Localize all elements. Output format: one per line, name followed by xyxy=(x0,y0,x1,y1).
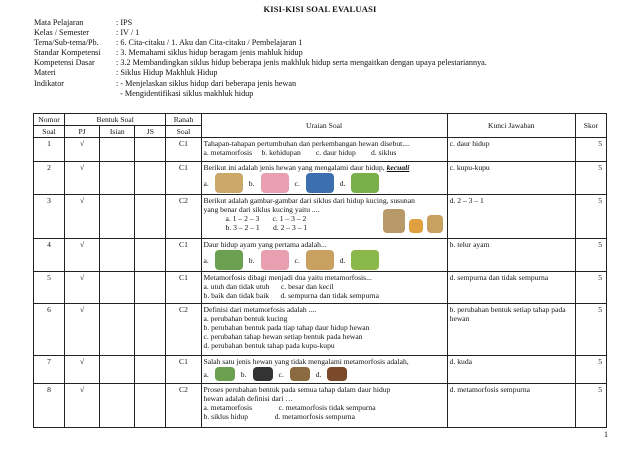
picture-options: a. b. c. d. xyxy=(204,173,445,193)
question-text: Definisi dari metamorfosis adalah .... a. perubahan bentuk kucing b. perubahan bentuk pada tiap tahap daur hidup hewan c. perubahan tahap hewan setiap bentuk pada hewan d. perubahan bentuk tahap pada kupu-kupu xyxy=(201,304,447,356)
table-row: 7 √ C1 Salah satu jenis hewan yang tidak mengalami metamorfosis adalah, a. b. c. d. d. kuda 5 xyxy=(34,356,607,384)
header-kunci: Kunci Jawaban xyxy=(447,114,575,138)
question-text: Daur hidup ayam yang pertama adalah... a. b. c. d. xyxy=(201,239,447,272)
header-ranah: Ranah xyxy=(166,114,201,126)
meta-row: Materi : Siklus Hidup Makhluk Hidup xyxy=(34,68,218,78)
frogs-icon xyxy=(351,250,379,270)
cat-icon xyxy=(383,209,405,233)
meta-row: Mata Pelajaran : IPS xyxy=(34,18,133,27)
meta-row: - Mengidentifikasi siklus makhluk hidup xyxy=(116,88,254,98)
header-skor: Skor xyxy=(575,114,606,138)
grasshopper-icon xyxy=(351,173,379,193)
question-text: Salah satu jenis hewan yang tidak mengalami metamorfosis adalah, a. b. c. d. xyxy=(201,356,447,384)
meta-row: Kelas / Semester : IV / 1 xyxy=(34,28,140,38)
meta-row: Indikator : - Menjelaskan siklus hidup dari beberapa jenis hewan xyxy=(34,78,297,88)
header-soal: Soal xyxy=(34,126,65,138)
table-row: 1 √ C1 Tahapan-tahapan pertumbuhan dan perkembangan hewan disebut.... a. metamorfosis b. kehidupan c. daur hidup d. siklus c. daur hidup 5 xyxy=(34,138,607,162)
header-isian: Isian xyxy=(100,126,135,138)
table-row: 8 √ C2 Proses perubahan bentuk pada semua tahap dalam daur hidup hewan adalah definisi dari … a. metamorfosis c. metamorfosis tidak sempurna b. siklus hidup d. metamorfosis sempurna d. metamorfosis sempurna 5 xyxy=(34,384,607,428)
header-uraian: Uraian Soal xyxy=(201,114,447,138)
table-row: 4 √ C1 Daur hidup ayam yang pertama adalah... a. b. c. d. b. telur ayam 5 xyxy=(34,239,607,272)
meta-row: Standar Kompetensi : 3. Memahami siklus hidup beragam jenis mahluk hidup xyxy=(34,48,303,58)
table-row: 6 √ C2 Definisi dari metamorfosis adalah .... a. perubahan bentuk kucing b. perubahan bentuk pada tiap tahap daur hidup hewan c. perubahan tahap hewan setiap bentuk pada hewan d. perubahan bentuk tahap pada kupu-kupu b. perubahan bentuk setiap tahap pada hewan 5 xyxy=(34,304,607,356)
frog-icon xyxy=(215,367,235,381)
header-pj: PJ xyxy=(65,126,100,138)
header-nomor: Nomor xyxy=(34,114,65,126)
kitten-icon xyxy=(409,219,423,233)
header-js: JS xyxy=(135,126,166,138)
header-bentuk: Bentuk Soal xyxy=(65,114,166,126)
kisi-table xyxy=(33,113,607,428)
document-title: KISI-KISI SOAL EVALUASI xyxy=(263,4,377,14)
table-row: 5 √ C1 Metamorfosis dibagi menjadi dua yaitu metamorfosis... a. utuh dan tidak utuh c. besar dan kecil b. baik dan tidak baik d. sempurna dan tidak sempurna d. sempurna dan tidak sempurna 5 xyxy=(34,272,607,304)
butterfly-icon xyxy=(306,173,334,193)
chicken-icon xyxy=(215,173,243,193)
eggs-icon xyxy=(261,250,289,270)
meta-row: Tema/Sub-tema/Pb. : 6. Cita-citaku / 1. Aku dan Cita-citaku / Pembelajaran 1 xyxy=(34,38,303,48)
question-text: Proses perubahan bentuk pada semua tahap dalam daur hidup hewan adalah definisi dari … a. metamorfosis c. metamorfosis tidak sempurna b. siklus hidup d. metamorfosis sempurna xyxy=(201,384,447,428)
question-text: Berikut adalah gambar-gambar dari siklus dari hidup kucing, susunan yang benar dari siklus kucing yaitu .... a. 1 – 2 – 3 c. 1 – 3 – 2 b. 3 – 2 – 1 d. 2 – 3 – 1 xyxy=(201,195,447,239)
table-row: 2 √ C1 Berikut ini adalah jenis hewan yang mengalami daur hidup, kecuali a. b. c. d. c. kupu-kupu 5 xyxy=(34,162,607,195)
frog-icon xyxy=(261,173,289,193)
header-ranah-soal: Soal xyxy=(166,126,201,138)
question-text: Tahapan-tahapan pertumbuhan dan perkembangan hewan disebut.... a. metamorfosis b. kehidupan c. daur hidup d. siklus xyxy=(201,138,447,162)
question-text: Berikut ini adalah jenis hewan yang mengalami daur hidup, kecuali a. b. c. d. xyxy=(201,162,447,195)
picture-options: a. b. c. d. xyxy=(204,250,445,270)
page-number: 1 xyxy=(604,430,608,439)
caterpillar-icon xyxy=(215,250,243,270)
beetle-icon xyxy=(253,367,273,381)
table-row: 3 √ C2 Berikut adalah gambar-gambar dari siklus dari hidup kucing, susunan yang benar dari siklus kucing yaitu .... a. 1 – 2 – 3 c. 1 – 3 – 2 b. 3 – 2 – 1 d. 2 – 3 – 1 d. 2 – 3 – 1 5 xyxy=(34,195,607,239)
kitten-small-icon xyxy=(427,215,443,233)
question-text: Metamorfosis dibagi menjadi dua yaitu metamorfosis... a. utuh dan tidak utuh c. besar dan kecil b. baik dan tidak baik d. sempurna dan tidak sempurna xyxy=(201,272,447,304)
horse-icon xyxy=(327,367,347,381)
mosquito-icon xyxy=(290,367,310,381)
picture-options: a. b. c. d. xyxy=(204,367,445,381)
meta-row: Kompetensi Dasar : 3.2 Membandingkan siklus hidup beberapa jenis makhluk hidup serta mengaitkan dengan upaya pelestariannya. xyxy=(34,58,487,68)
meta-block xyxy=(34,18,487,99)
chick-icon xyxy=(306,250,334,270)
